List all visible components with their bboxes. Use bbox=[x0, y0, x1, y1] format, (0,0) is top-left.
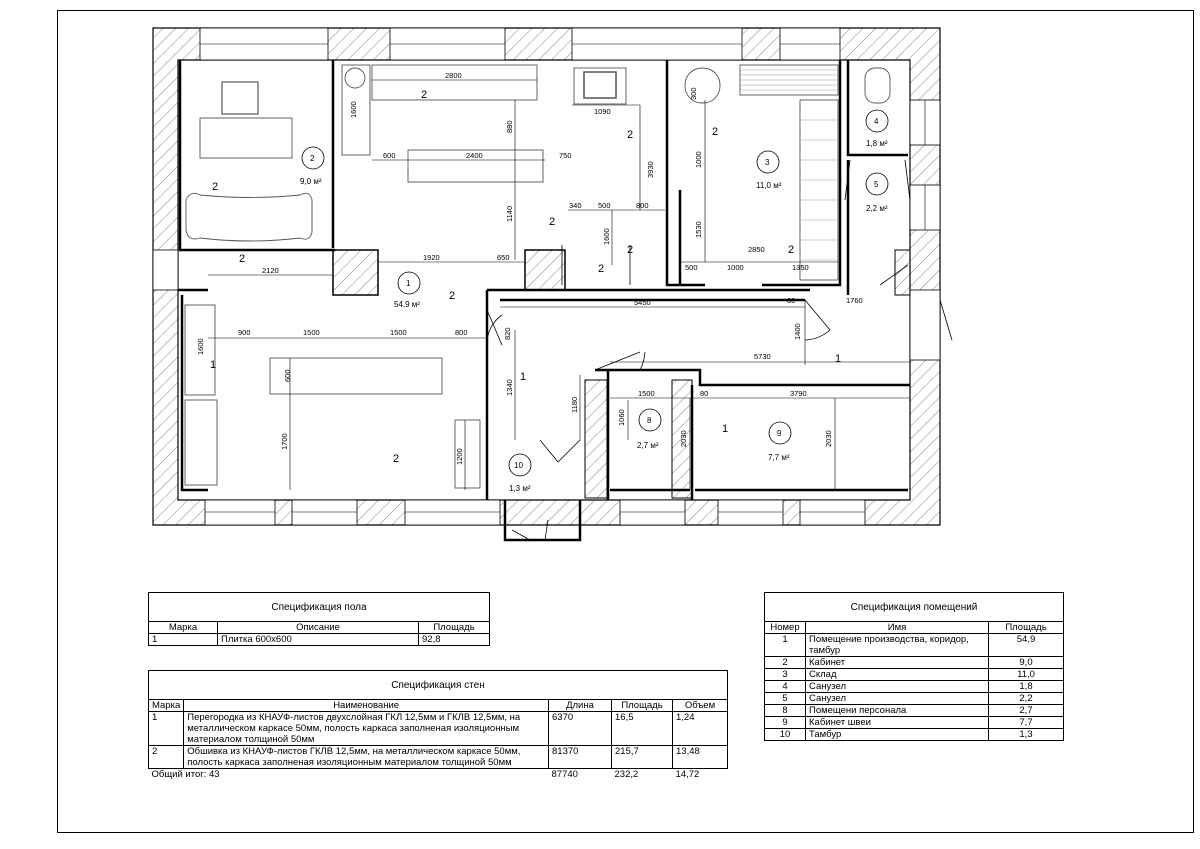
room-spec-table bbox=[764, 592, 1064, 741]
dim-80b: 80 bbox=[700, 389, 709, 398]
room-tag-4 bbox=[866, 110, 888, 148]
total-row: Общий итог: 43 87740 232,2 14,72 bbox=[151, 769, 700, 780]
dim-1920: 1920 bbox=[423, 253, 440, 262]
room-spec-header: Площадь bbox=[989, 622, 1064, 634]
dim-800: 800 bbox=[636, 201, 649, 210]
dim-1090: 1090 bbox=[594, 107, 611, 116]
room-spec-header: Номер bbox=[765, 622, 806, 634]
svg-text:9: 9 bbox=[777, 429, 782, 438]
table-row: 4 Санузел 1,8 bbox=[765, 681, 1064, 693]
dim-1000b: 1000 bbox=[727, 263, 744, 272]
dim-750: 750 bbox=[559, 151, 572, 160]
dim-2800: 2800 bbox=[445, 71, 462, 80]
dim-650: 650 bbox=[497, 253, 510, 262]
room-tag-5 bbox=[866, 173, 888, 213]
dim-1600: 1600 bbox=[349, 101, 358, 118]
svg-text:10: 10 bbox=[514, 461, 523, 470]
dim-900: 900 bbox=[238, 328, 251, 337]
svg-text:2: 2 bbox=[421, 89, 428, 101]
dim-1760: 1760 bbox=[846, 296, 863, 305]
svg-text:2: 2 bbox=[212, 181, 219, 193]
exterior-walls bbox=[153, 28, 940, 525]
wall-spec-header: Длина bbox=[549, 700, 612, 712]
dim-2120: 2120 bbox=[262, 266, 279, 275]
svg-text:11,0 м²: 11,0 м² bbox=[756, 181, 782, 190]
svg-text:8: 8 bbox=[647, 416, 652, 425]
svg-text:9,0 м²: 9,0 м² bbox=[300, 177, 322, 186]
dim-300: 300 bbox=[689, 87, 698, 100]
table-row: 1 Плитка 600х600 92,8 bbox=[149, 634, 490, 646]
svg-text:1: 1 bbox=[406, 279, 411, 288]
dim-5450: 5450 bbox=[634, 298, 651, 307]
dim-1500c: 1500 bbox=[638, 389, 655, 398]
room-tag-2 bbox=[300, 147, 324, 186]
dim-340: 340 bbox=[569, 201, 582, 210]
svg-text:2: 2 bbox=[449, 290, 456, 302]
room-tag-9 bbox=[768, 422, 791, 462]
dim-1350: 1350 bbox=[792, 263, 809, 272]
dim-1340: 1340 bbox=[505, 379, 514, 396]
dim-2850: 2850 bbox=[748, 245, 765, 254]
svg-text:1: 1 bbox=[835, 353, 842, 365]
svg-text:1,3 м²: 1,3 м² bbox=[509, 484, 531, 493]
table-row: 1 Перегородка из КНАУФ-листов двухслойная ГКЛ 12,5мм и ГКЛВ 12,5мм, на металлическом каркасе 50мм, полость каркаса заполненая изоляционным материалом толщиной 50мм 6370 16,5 1,24 bbox=[149, 712, 728, 746]
dim-3790: 3790 bbox=[790, 389, 807, 398]
svg-text:2: 2 bbox=[393, 453, 400, 465]
svg-text:4: 4 bbox=[874, 117, 879, 126]
svg-text:54,9 м²: 54,9 м² bbox=[394, 300, 420, 309]
floor-spec-header: Площадь bbox=[419, 622, 490, 634]
dim-1000: 1000 bbox=[694, 151, 703, 168]
dim-800b: 800 bbox=[455, 328, 468, 337]
dim-600b: 600 bbox=[283, 369, 292, 382]
dim-820: 820 bbox=[503, 327, 512, 340]
dim-1600c: 1600 bbox=[196, 338, 205, 355]
svg-text:1: 1 bbox=[520, 371, 527, 383]
svg-text:1: 1 bbox=[210, 359, 217, 371]
svg-text:1,8 м²: 1,8 м² bbox=[866, 139, 888, 148]
svg-text:2: 2 bbox=[549, 216, 556, 228]
wall-spec-header: Марка bbox=[149, 700, 184, 712]
dim-1180: 1180 bbox=[570, 396, 579, 413]
dim-2030b: 2030 bbox=[824, 430, 833, 447]
dim-500: 500 bbox=[598, 201, 611, 210]
svg-text:3: 3 bbox=[765, 158, 770, 167]
wall-spec-table bbox=[148, 670, 728, 780]
floor-spec-header: Описание bbox=[218, 622, 419, 634]
dim-80: 80 bbox=[787, 296, 796, 305]
svg-text:2,2 м²: 2,2 м² bbox=[866, 204, 888, 213]
svg-text:2: 2 bbox=[239, 253, 246, 265]
room-tag-10 bbox=[509, 454, 531, 493]
dim-1400: 1400 bbox=[793, 323, 802, 340]
dim-2030: 2030 bbox=[679, 430, 688, 447]
floor-spec-table bbox=[148, 592, 490, 646]
floor-spec-title: Спецификация пола bbox=[149, 593, 490, 622]
room-tag-3 bbox=[756, 151, 782, 190]
table-row: 5 Санузел 2,2 bbox=[765, 693, 1064, 705]
dim-1060: 1060 bbox=[617, 409, 626, 426]
dim-2400: 2400 bbox=[466, 151, 483, 160]
dim-1200: 1200 bbox=[455, 448, 464, 465]
room-spec-header: Имя bbox=[806, 622, 989, 634]
svg-text:7,7 м²: 7,7 м² bbox=[768, 453, 790, 462]
svg-text:1: 1 bbox=[722, 423, 729, 435]
svg-text:2: 2 bbox=[627, 244, 634, 256]
svg-text:2: 2 bbox=[627, 129, 634, 141]
room-spec-title: Спецификация помещений bbox=[765, 593, 1064, 622]
floor-spec-header: Марка bbox=[149, 622, 218, 634]
svg-text:2: 2 bbox=[788, 244, 795, 256]
dim-3930: 3930 bbox=[646, 161, 655, 178]
svg-text:2: 2 bbox=[310, 154, 315, 163]
wall-spec-header: Площадь bbox=[612, 700, 673, 712]
svg-text:2: 2 bbox=[712, 126, 719, 138]
table-row: 3 Склад 11,0 bbox=[765, 669, 1064, 681]
svg-text:5: 5 bbox=[874, 180, 879, 189]
wall-spec-title: Спецификация стен bbox=[149, 671, 728, 700]
room-tag-8 bbox=[637, 409, 661, 450]
dim-880: 880 bbox=[505, 120, 514, 133]
dim-1600b: 1600 bbox=[602, 228, 611, 245]
doors bbox=[487, 160, 952, 540]
dim-5730: 5730 bbox=[754, 352, 771, 361]
dim-1140: 1140 bbox=[505, 205, 514, 222]
table-row: 9 Кабинет швеи 7,7 bbox=[765, 717, 1064, 729]
table-row: 2 Кабинет 9,0 bbox=[765, 657, 1064, 669]
table-row: 8 Помещени персонала 2,7 bbox=[765, 705, 1064, 717]
dim-600: 600 bbox=[383, 151, 396, 160]
table-row: 1 Помещение производства, коридор, тамбур 54,9 bbox=[765, 634, 1064, 657]
table-row: 2 Обшивка из КНАУФ-листов ГКЛВ 12,5мм, на металлическом каркасе 50мм, полость каркаса заполненая изоляционным материалом толщиной 50мм 81370 215,7 13,48 bbox=[149, 746, 728, 769]
svg-text:2: 2 bbox=[598, 263, 605, 275]
dim-1700: 1700 bbox=[280, 433, 289, 450]
dim-500b: 500 bbox=[685, 263, 698, 272]
dim-1500b: 1500 bbox=[390, 328, 407, 337]
room-tag-1 bbox=[394, 272, 420, 309]
wall-spec-header: Наименование bbox=[184, 700, 549, 712]
table-row: 10 Тамбур 1,3 bbox=[765, 729, 1064, 741]
dim-1500: 1500 bbox=[303, 328, 320, 337]
svg-text:2,7 м²: 2,7 м² bbox=[637, 441, 659, 450]
wall-spec-header: Объем bbox=[673, 700, 728, 712]
dim-1530: 1530 bbox=[694, 221, 703, 238]
